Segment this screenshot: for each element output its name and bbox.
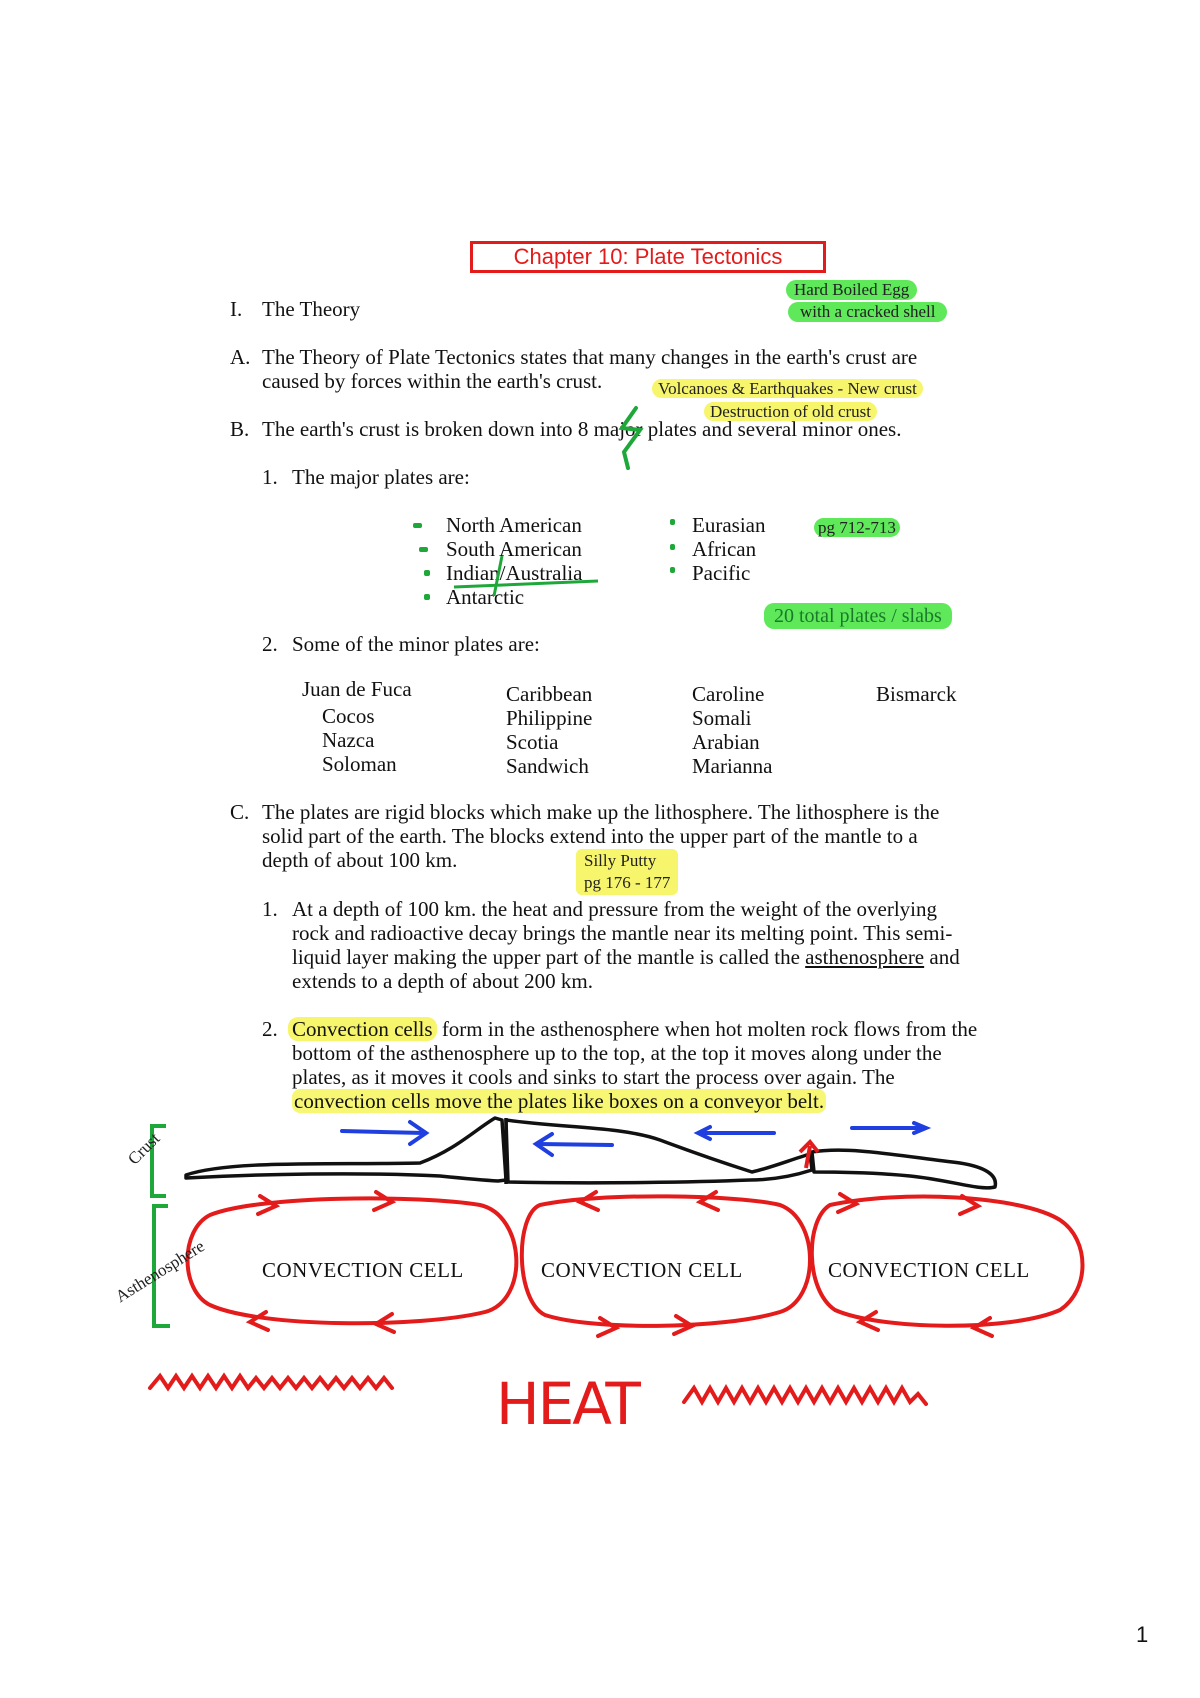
section-number: I. — [230, 297, 243, 321]
minor-col3-0: Caroline — [692, 682, 765, 706]
green-strike — [454, 581, 598, 587]
minor-text: Some of the minor plates are: — [292, 632, 540, 656]
minor-col2-2: Scotia — [506, 730, 559, 754]
para-c-line2: solid part of the earth. The blocks extend into the upper part of the mantle to a — [262, 824, 918, 848]
section-heading: The Theory — [262, 297, 361, 321]
egg-note-line1: Hard Boiled Egg — [786, 280, 917, 300]
para-a-label: A. — [230, 345, 251, 369]
major-col2-0: Eurasian — [692, 513, 766, 537]
major-col1-1: South American — [446, 537, 582, 561]
page-title: Chapter 10: Plate Tectonics — [513, 244, 783, 269]
total-plates-text: 20 total plates / slabs — [764, 603, 952, 629]
putty-note-line2: pg 176 - 177 — [584, 873, 671, 892]
c1-line4: extends to a depth of about 200 km. — [292, 969, 593, 993]
c2-line3: plates, as it moves it cools and sinks to start the process over again. The — [292, 1065, 895, 1089]
c1-line3-after: and — [924, 945, 960, 969]
major-col1-0: North American — [446, 513, 582, 537]
green-8-mark — [622, 408, 640, 468]
minor-col3-1: Somali — [692, 706, 752, 730]
minor-col1-2: Nazca — [322, 728, 375, 752]
c2-label: 2. — [262, 1017, 278, 1041]
asthenosphere-label: Asthenosphere — [112, 1236, 208, 1307]
minor-col1-3: Soloman — [322, 752, 397, 776]
para-b-after: major plates and several minor ones. — [588, 417, 902, 441]
putty-note-line1: Silly Putty — [584, 851, 657, 870]
egg-note-line2: with a cracked shell — [788, 302, 947, 322]
para-b-number: 8 — [577, 417, 589, 441]
minor-col3-2: Arabian — [692, 730, 760, 754]
minor-col2-3: Sandwich — [506, 754, 589, 778]
green-bullets — [413, 519, 675, 600]
c2-line4-text: convection cells move the plates like boxes on a conveyor belt. — [294, 1089, 825, 1113]
minor-col2-1: Philippine — [506, 706, 593, 730]
major-text: The major plates are: — [292, 465, 470, 489]
convection-cells-term: Convection cells — [288, 1017, 437, 1041]
minor-label: 2. — [262, 632, 278, 656]
para-a-line2: caused by forces within the earth's crust. — [262, 369, 603, 393]
minor-col1-0: Juan de Fuca — [302, 677, 412, 701]
para-b-label: B. — [230, 417, 250, 441]
cell-label-2: CONVECTION CELL — [541, 1258, 743, 1282]
c1-line3-before: liquid layer making the upper part of the mantle is called the — [292, 945, 806, 969]
c1-line2: rock and radioactive decay brings the mantle near its melting point. This semi- — [292, 921, 953, 945]
crust-label: Crust — [124, 1128, 164, 1169]
para-b-before: The earth's crust is broken down into — [262, 417, 578, 441]
green-slash — [494, 556, 502, 596]
c2-line1-after: form in the asthenosphere when hot molten rock flows from the — [436, 1017, 978, 1041]
page-number: 1 — [1136, 1622, 1149, 1647]
para-c-line1: The plates are rigid blocks which make up the lithosphere. The lithosphere is the — [262, 800, 940, 824]
pages-major-text: pg 712-713 — [814, 518, 900, 537]
volcano-note-line2: Destruction of old crust — [704, 402, 877, 421]
c1-label: 1. — [262, 897, 278, 921]
volcano-note-line1: Volcanoes & Earthquakes - New crust — [652, 379, 923, 398]
minor-col1-1: Cocos — [322, 704, 375, 728]
asthenosphere-term: asthenosphere — [805, 945, 925, 969]
major-col2-2: Pacific — [692, 561, 751, 585]
major-col1-3: Antarctic — [446, 585, 525, 609]
cell-label-1: CONVECTION CELL — [262, 1258, 464, 1282]
para-c-label: C. — [230, 800, 250, 824]
c2-line2: bottom of the asthenosphere up to the top, at the top it moves along under the — [292, 1041, 942, 1065]
major-col1-2: Indian/Australia — [446, 561, 583, 585]
minor-col2-0: Caribbean — [506, 682, 593, 706]
cell-label-3: CONVECTION CELL — [828, 1258, 1030, 1282]
c1-line1: At a depth of 100 km. the heat and pressure from the weight of the overlying — [292, 897, 937, 921]
major-label: 1. — [262, 465, 278, 489]
heat-label: HEAT — [496, 1370, 639, 1438]
para-a-line1: The Theory of Plate Tectonics states that many changes in the earth's crust are — [262, 345, 918, 369]
green-brackets — [152, 1126, 170, 1326]
minor-col4-0: Bismarck — [876, 682, 957, 706]
minor-col3-3: Marianna — [692, 754, 773, 778]
major-col2-1: African — [692, 537, 757, 561]
para-c-line3: depth of about 100 km. — [262, 848, 458, 872]
